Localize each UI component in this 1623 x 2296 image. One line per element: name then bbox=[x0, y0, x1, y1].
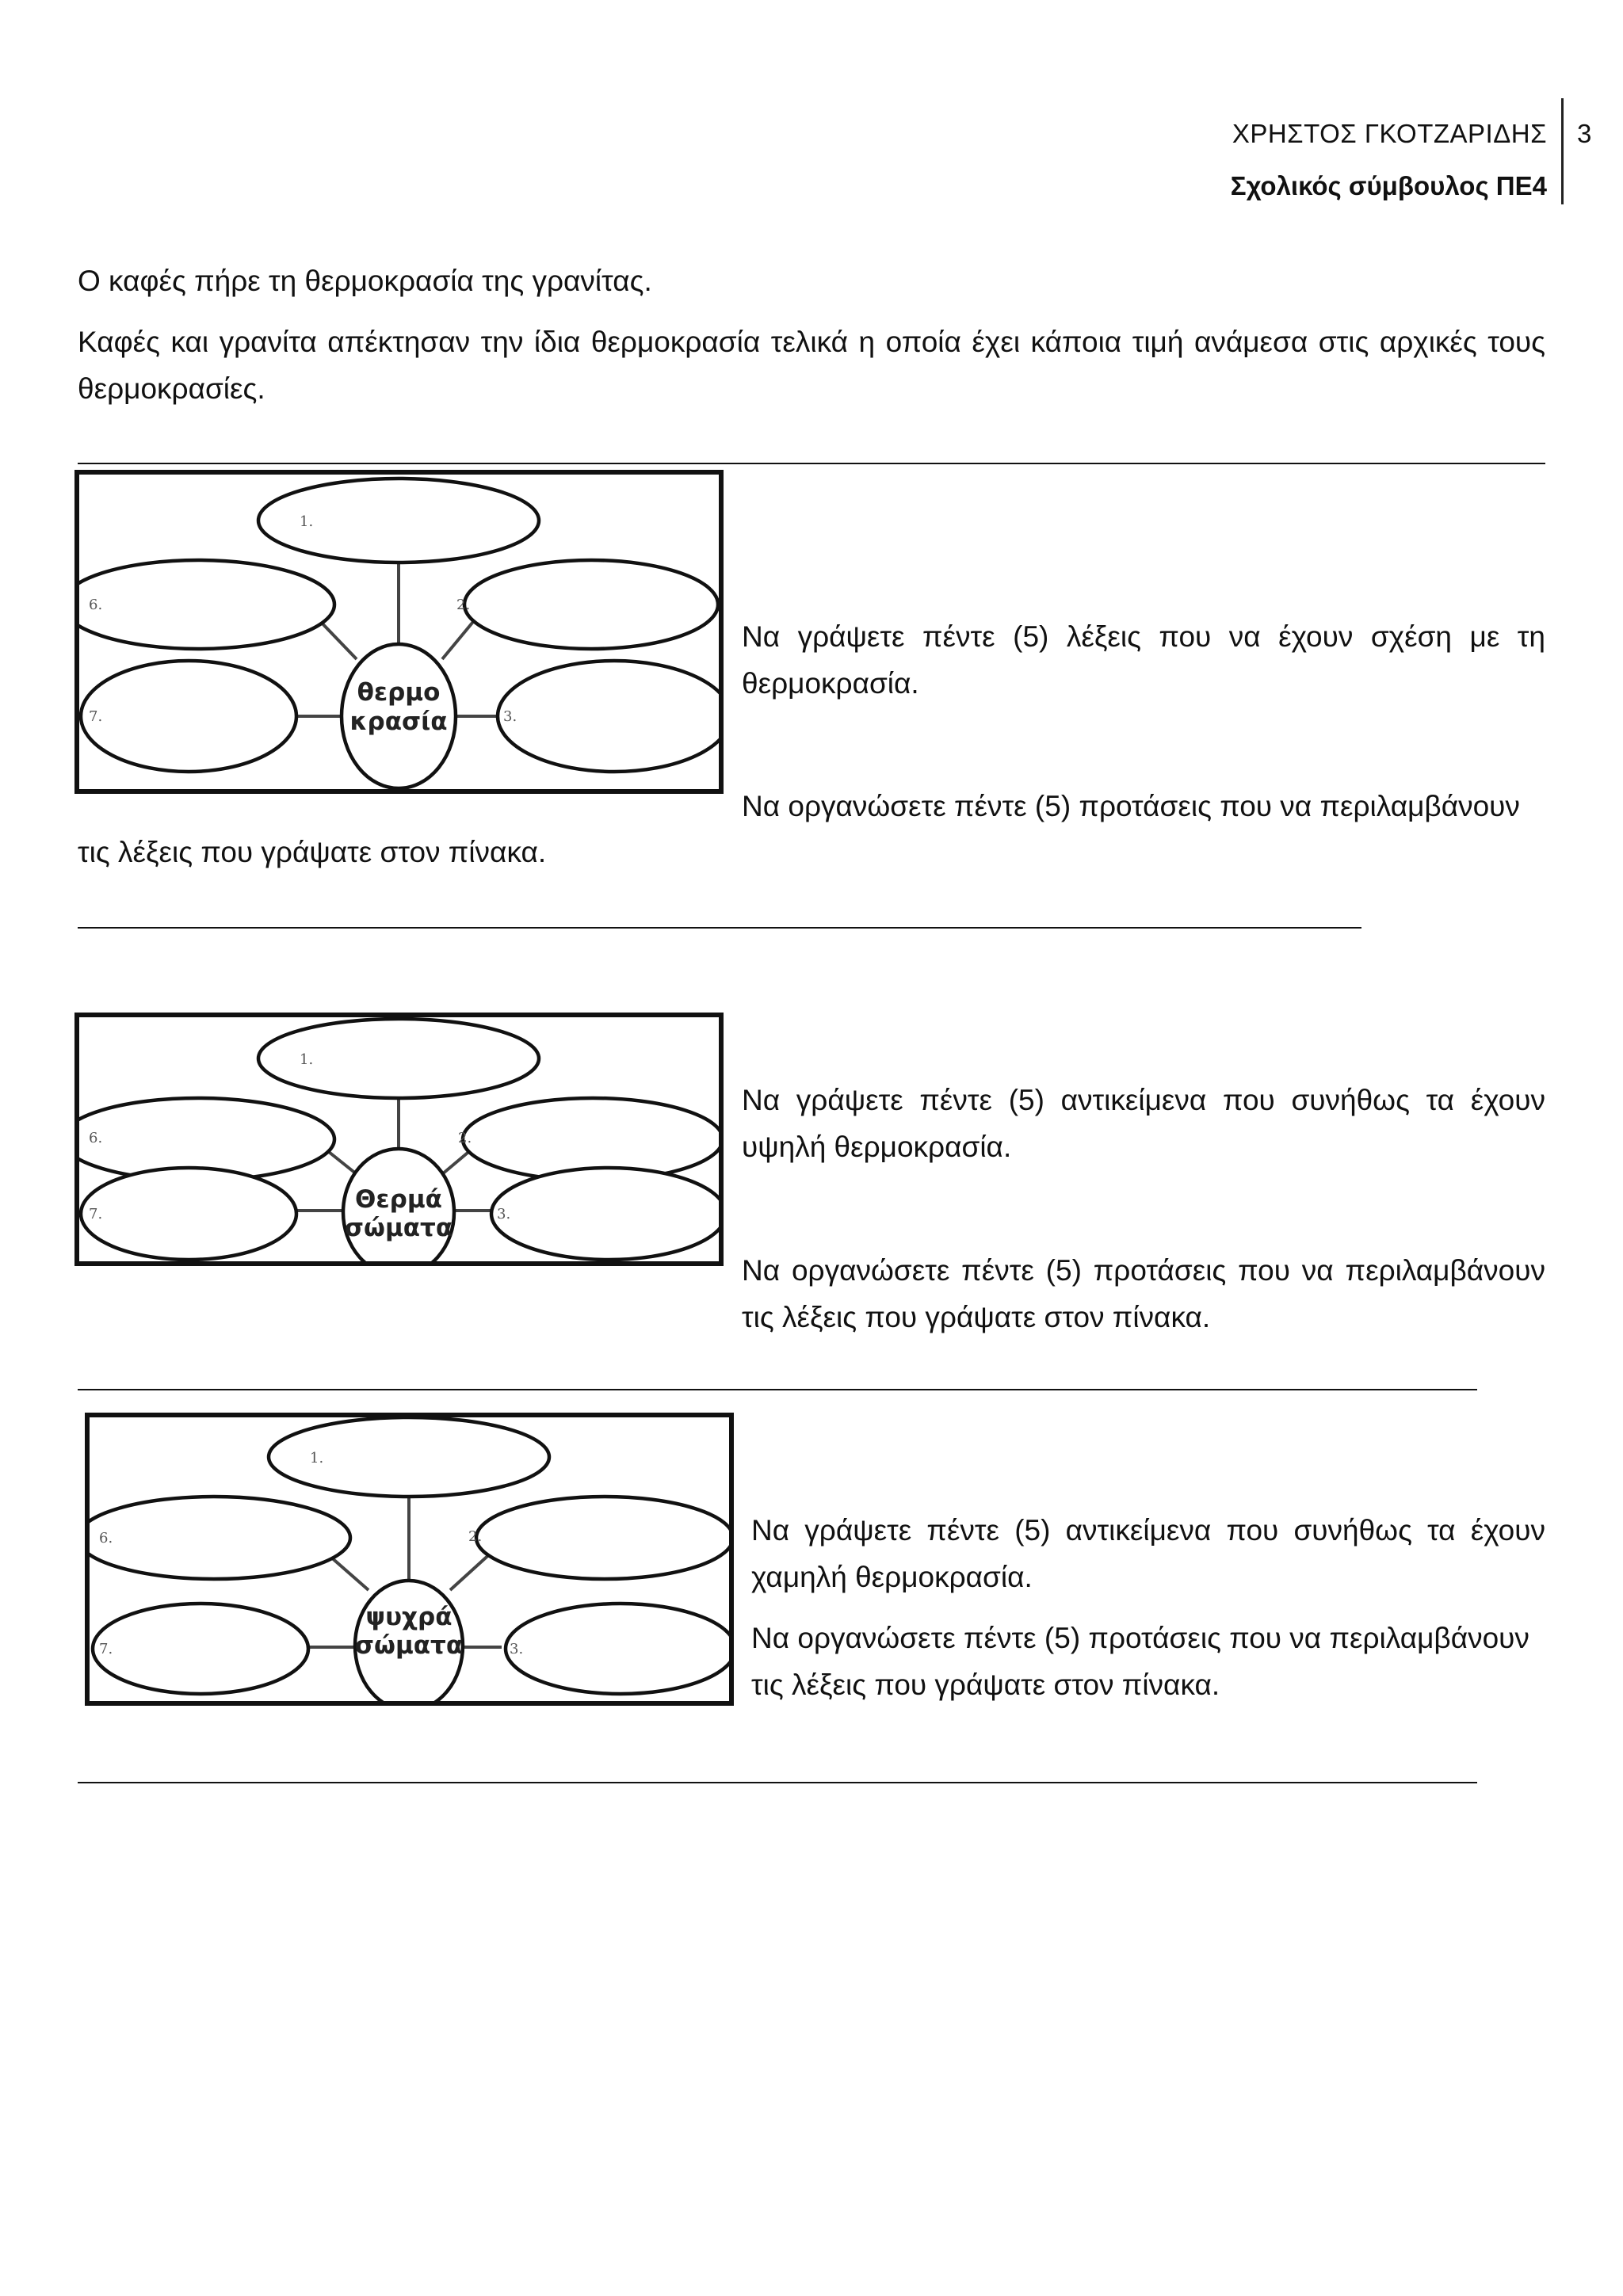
slot-label-7: 7. bbox=[89, 1206, 103, 1222]
mindmap-hot-objects bbox=[74, 1013, 724, 1266]
slot-label-6: 6. bbox=[99, 1530, 113, 1547]
author-role: Σχολικός σύμβουλος ΠΕ4 bbox=[1230, 171, 1547, 200]
task-sentences: Να οργανώσετε πέντε (5) προτάσεις που να περιλαμβάνουν τις λέξεις που γράψατε στον πίνακα. bbox=[751, 1622, 1529, 1701]
center-label-line-1: θερμο bbox=[357, 678, 441, 707]
author-name: ΧΡΗΣΤΟΣ ΓΚΟΤΖΑΡΙΔΗΣ bbox=[1232, 119, 1547, 148]
slot-label-3: 3. bbox=[510, 1641, 524, 1657]
task-sentences-line-1: Να οργανώσετε πέντε (5) προτάσεις που να περιλαμβάνουν bbox=[742, 790, 1520, 822]
slot-label-6: 6. bbox=[89, 1130, 103, 1146]
slot-label-6: 6. bbox=[89, 597, 103, 613]
slot-label-7: 7. bbox=[89, 708, 103, 725]
answer-line-2 bbox=[78, 927, 1361, 929]
center-label-line-2: σώματα bbox=[354, 1631, 464, 1660]
slot-label-1: 1. bbox=[300, 1051, 314, 1068]
task-cold-objects: Να γράψετε πέντε (5) αντικείμενα που συνήθως τα έχουν χαμηλή θερμοκρασία. bbox=[751, 1514, 1545, 1593]
center-label-line-2: σώματα bbox=[344, 1214, 453, 1242]
task-words: Να γράψετε πέντε (5) λέξεις που να έχουν σχέση με τη θερμοκρασία. bbox=[742, 620, 1545, 700]
slot-label-1: 1. bbox=[310, 1450, 324, 1466]
slot-label-3: 3. bbox=[497, 1206, 511, 1222]
slot-label-1: 1. bbox=[300, 513, 314, 530]
slot-label-2: 2. bbox=[456, 597, 471, 613]
mindmap-temperature bbox=[74, 470, 724, 794]
slot-label-2: 2. bbox=[468, 1528, 483, 1545]
slot-label-3: 3. bbox=[503, 708, 517, 725]
task-hot-objects: Να γράψετε πέντε (5) αντικείμενα που συνήθως τα έχουν υψηλή θερμοκρασία. bbox=[742, 1084, 1545, 1163]
page-number: 3 bbox=[1577, 119, 1592, 148]
intro-line-1: Ο καφές πήρε τη θερμοκρασία της γρανίτας. bbox=[78, 265, 652, 297]
slot-label-2: 2. bbox=[458, 1130, 472, 1146]
answer-line-4 bbox=[78, 1782, 1477, 1783]
center-label-line-1: Θερμά bbox=[355, 1185, 442, 1214]
mindmap-cold-objects bbox=[85, 1413, 734, 1706]
task-sentences: Να οργανώσετε πέντε (5) προτάσεις που να περιλαμβάνουν τις λέξεις που γράψατε στον πίνακα. bbox=[742, 1254, 1545, 1333]
center-label-line-1: ψυχρά bbox=[365, 1603, 453, 1631]
task-sentences-line-2: τις λέξεις που γράψατε στον πίνακα. bbox=[78, 836, 547, 868]
answer-line-1 bbox=[78, 463, 1545, 464]
header-divider bbox=[1561, 98, 1564, 204]
intro-line-2: Καφές και γρανίτα απέκτησαν την ίδια θερμοκρασία τελικά η οποία έχει κάποια τιμή ανάμεσα στις αρχικές τους θερμοκρασίες. bbox=[78, 326, 1545, 405]
answer-line-3 bbox=[78, 1389, 1477, 1390]
center-label-line-2: κρασία bbox=[349, 707, 448, 736]
slot-label-7: 7. bbox=[99, 1641, 113, 1657]
